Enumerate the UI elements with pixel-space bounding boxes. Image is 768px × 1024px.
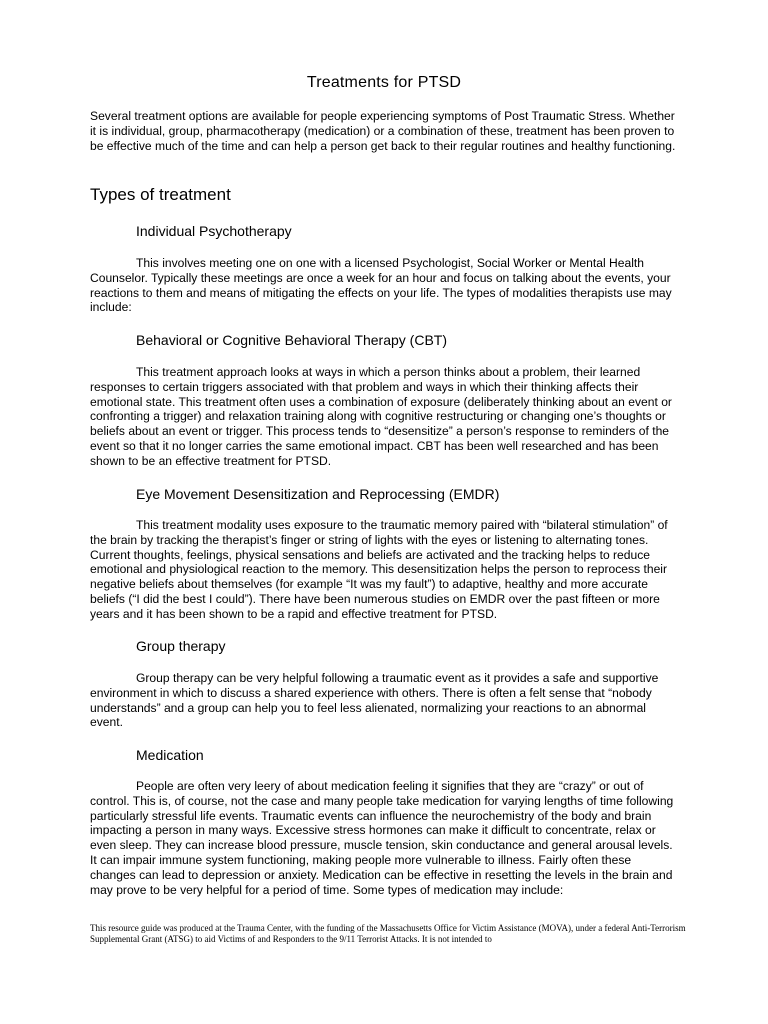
section-body-cbt: This treatment approach looks at ways in which a person thinks about a problem, their learned responses to certain triggers associated with that problem and ways in which their thinking affects their emotional state. This treatment often uses a combination of exposure (deliberately thinking about an event or confronting a trigger) and relaxation training along with cognitive restructuring or changing one’s thoughts or beliefs about an event or trigger. This process tends to “desensitize” a person’s response to reminders of the event so that it no longer carries the same emotional impact. CBT has been well researched and has been shown to be an effective treatment for PTSD.	[90, 365, 672, 468]
section-heading-group-therapy: Group therapy	[136, 638, 226, 654]
page-title: Treatments for PTSD	[306, 74, 462, 91]
section-body-group-therapy: Group therapy can be very helpful following a traumatic event as it provides a safe and supportive environment in which to discuss a shared experience with others. There is often a felt sense that “nobody understands” and a group can help you to feel less alienated, normalizing your reactions to an abnormal event.	[90, 671, 659, 730]
types-of-treatment-heading: Types of treatment	[90, 185, 231, 204]
section-body-medication: People are often very leery of about medication feeling it signifies that they are “crazy” or out of control. This is, of course, not the case and many people take medication for varying lengths of time following particularly stressful life events. Traumatic events can influence the neurochemistry of the body and brain impacting a person in many ways. Excessive stress hormones can make it difficult to concentrate, relax or even sleep. They can increase blood pressure, muscle tension, skin conductance and general arousal levels. It can impair immune system functioning, making people more vulnerable to illness. Fairly often these changes can lead to depression or anxiety. Medication can be effective in resetting the levels in the brain and may prove to be very helpful for a period of time. Some types of medication may include:	[90, 779, 674, 897]
section-body-individual-psychotherapy: This involves meeting one on one with a licensed Psychologist, Social Worker or Mental Health Counselor. Typically these meetings are once a week for an hour and focus on talking about the events, your reactions to them and means of mitigating the effects on your life. The types of modalities therapists use may include:	[90, 256, 672, 315]
section-heading-emdr: Eye Movement Desensitization and Reprocessing (EMDR)	[136, 486, 500, 502]
section-heading-individual-psychotherapy: Individual Psychotherapy	[136, 223, 292, 239]
section-heading-medication: Medication	[136, 747, 204, 763]
footer-note: This resource guide was produced at the Trauma Center, with the funding of the Massachusetts Office for Victim Assistance (MOVA), under a federal Anti-Terrorism Supplemental Grant (ATSG) to aid Victims of and Responders to the 9/11 Terrorist Attacks. It is not intended to	[90, 923, 686, 944]
section-heading-cbt: Behavioral or Cognitive Behavioral Therapy (CBT)	[136, 332, 447, 348]
intro-paragraph: Several treatment options are available for people experiencing symptoms of Post Traumatic Stress. Whether it is individual, group, pharmacotherapy (medication) or a combination of these, treatment has been proven to be effective much of the time and can help a person get back to their regular routines and healthy functioning.	[90, 109, 676, 153]
section-body-emdr: This treatment modality uses exposure to the traumatic memory paired with “bilateral stimulation” of the brain by tracking the therapist’s finger or string of lights with the eyes or listening to alternating tones. Current thoughts, feelings, physical sensations and beliefs are activated and the tracking helps to reduce emotional and physiological reaction to the memory. This desensitization helps the person to reprocess their negative beliefs about themselves (for example “It was my fault”) to adaptive, healthy and more accurate beliefs (“I did the best I could”). There have been numerous studies on EMDR over the past fifteen or more years and it has been shown to be a rapid and effective treatment for PTSD.	[90, 518, 668, 621]
